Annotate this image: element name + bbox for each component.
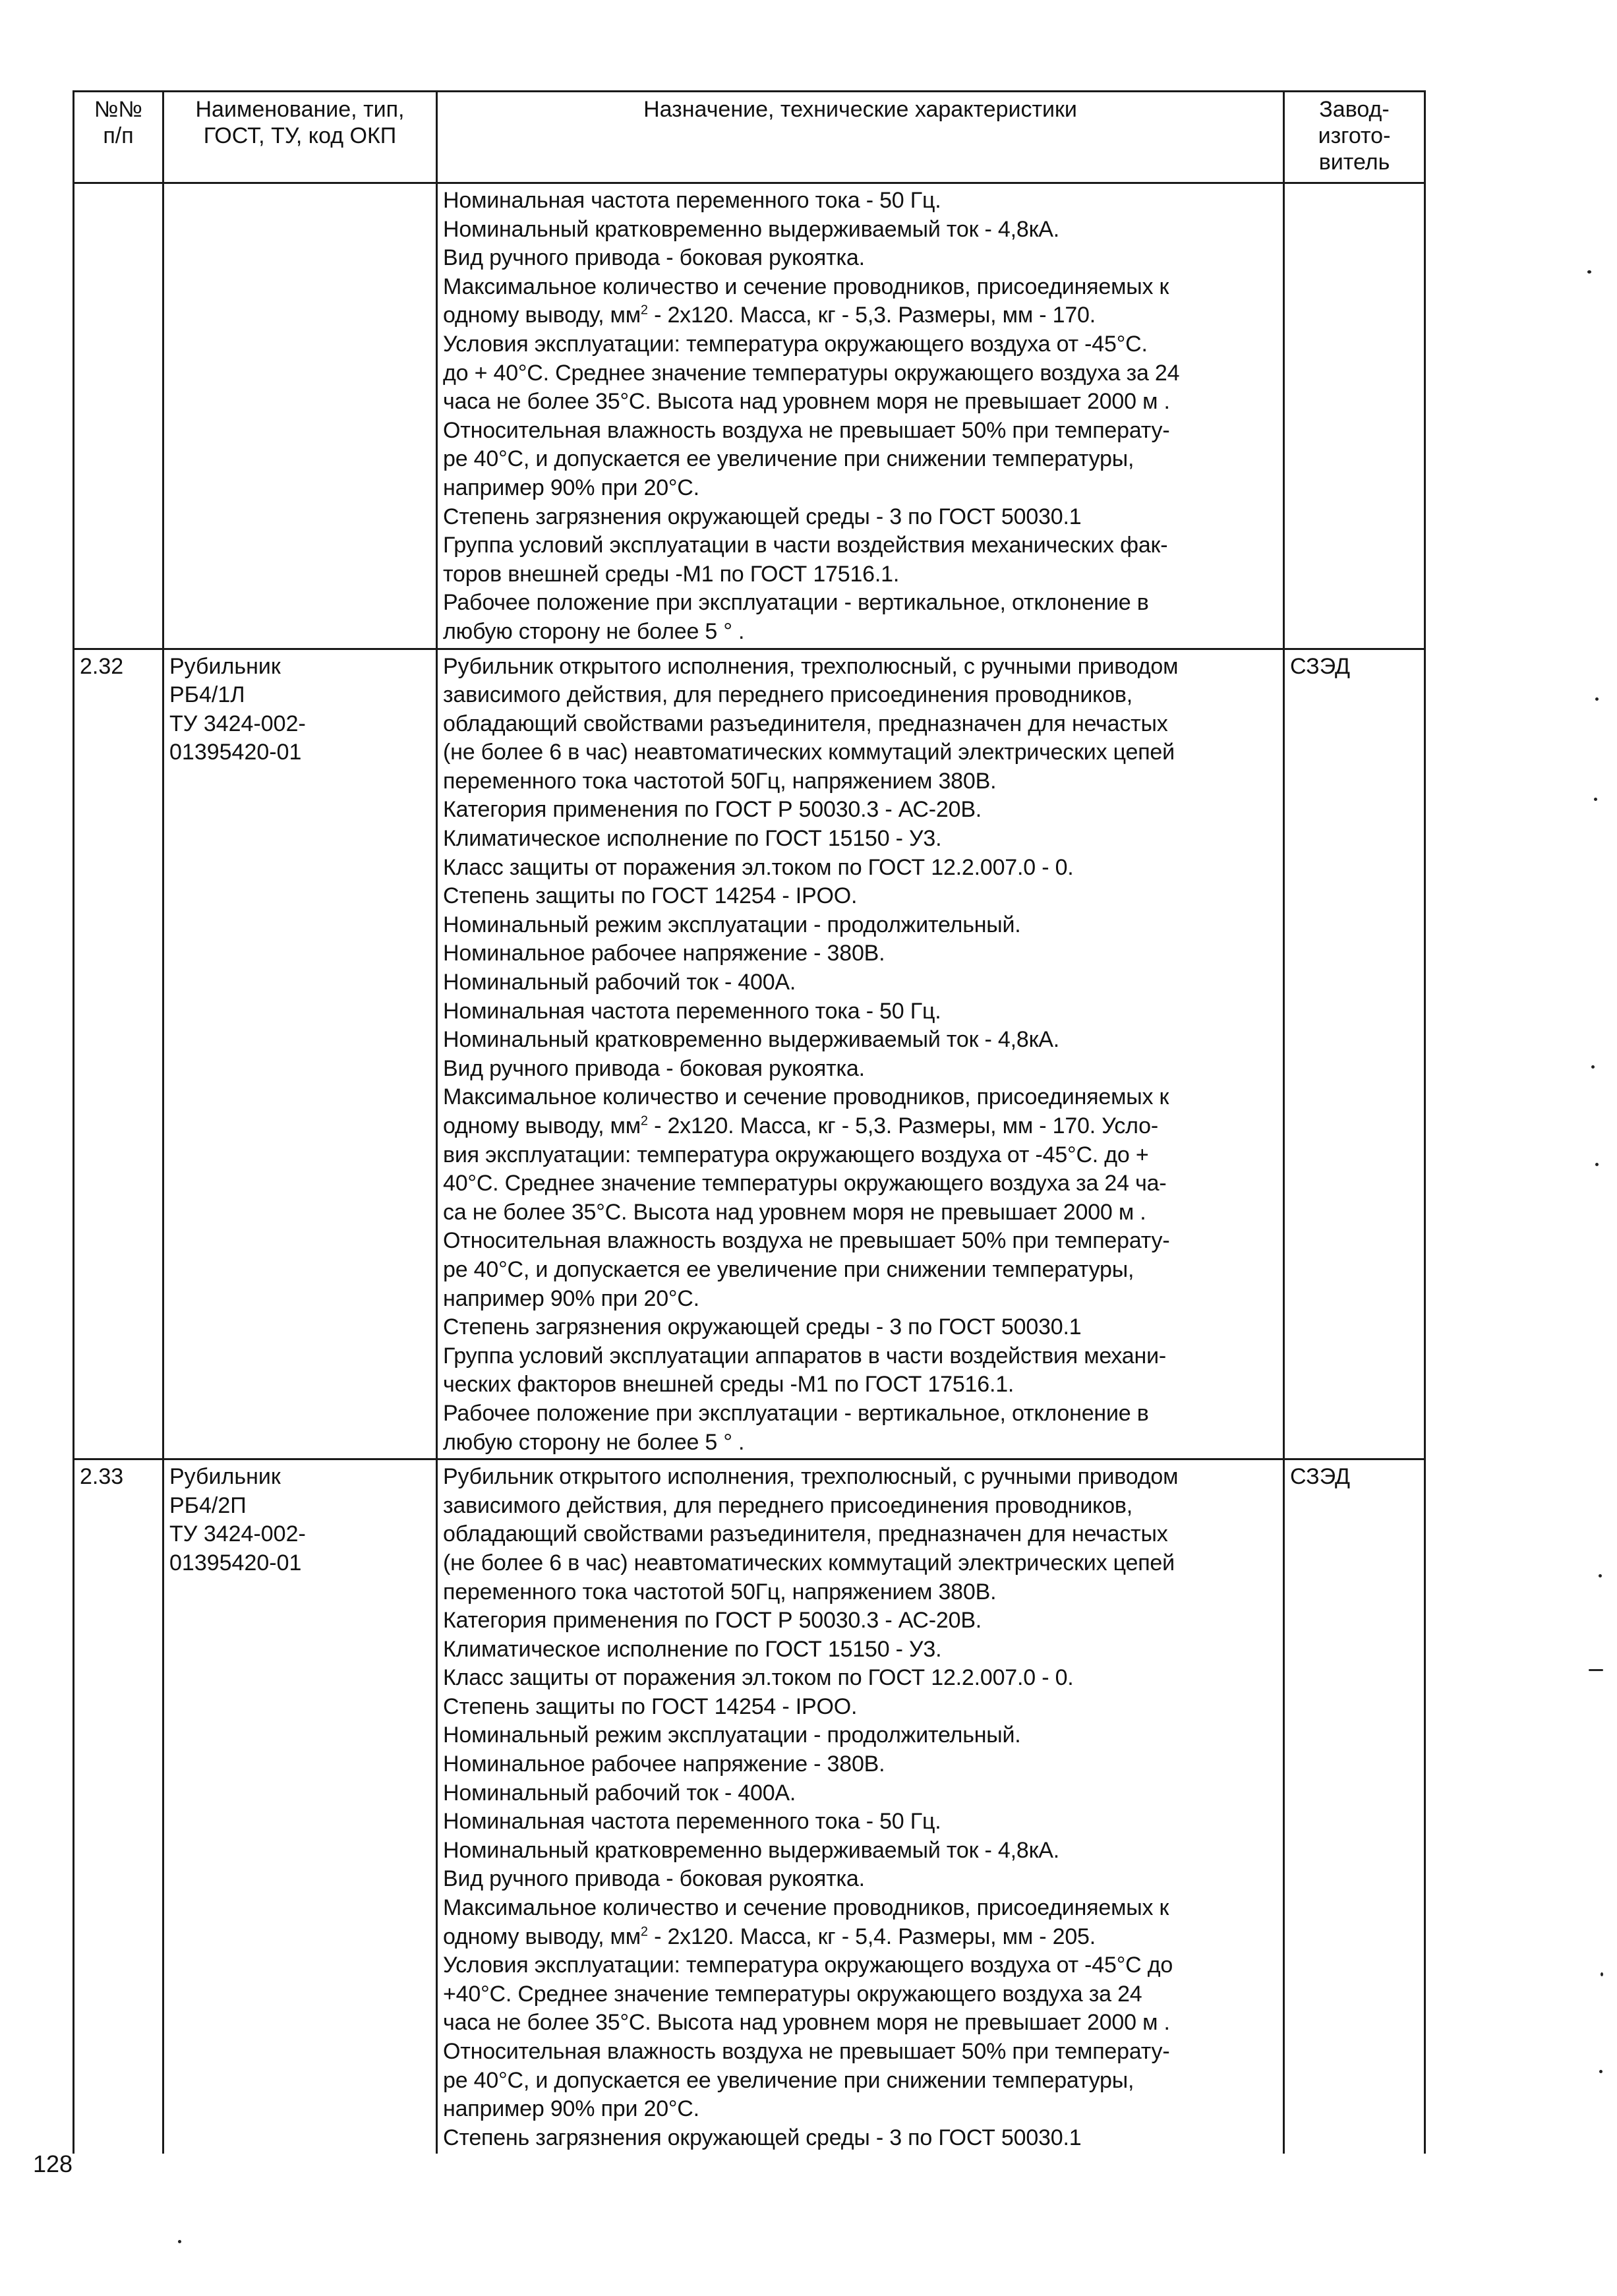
spec-line: Степень защиты по ГОСТ 14254 - IPОО. (443, 883, 858, 909)
spec-line: Номинальный кратковременно выдерживаемый ток - 4,8кА. (443, 216, 1059, 242)
name-line: Рубильник (169, 1464, 281, 1490)
spec-line: Климатическое исполнение по ГОСТ 15150 - У3. (443, 1636, 942, 1662)
spec-line: например 90% при 20°С. (443, 475, 699, 500)
spec-line: Группа условий эксплуатации в части воздействия механических фак- (443, 533, 1168, 558)
row-number (74, 183, 163, 649)
spec-line: Вид ручного привода - боковая рукоятка. (443, 1866, 865, 1892)
scan-speck (1599, 2070, 1602, 2073)
spec-line: +40°С. Среднее значение температуры окружающего воздуха за 24 (443, 1981, 1142, 2007)
scan-speck (178, 2240, 181, 2243)
spec-line: Номинальный режим эксплуатации - продолжительный. (443, 912, 1021, 937)
row-maker: СЗЭД (1284, 649, 1425, 1459)
spec-line: Максимальное количество и сечение проводников, присоединяемых к (443, 1895, 1169, 1921)
row-spec (437, 649, 1284, 1459)
name-line: 01395420-01 (169, 740, 302, 765)
name-line: ТУ 3424-002- (169, 1521, 306, 1547)
spec-line: ческих факторов внешней среды -М1 по ГОСТ 17516.1. (443, 1372, 1014, 1398)
row-maker: СЗЭД (1284, 1459, 1425, 2154)
spec-line: любую сторону не более 5 ° . (443, 618, 745, 644)
spec-line: одному выводу, $мм^2 - 2х120$. Масса, кг - 5,3. Размеры, мм - 170. (443, 303, 1096, 328)
row-name (163, 649, 437, 1459)
row-name (163, 183, 437, 649)
name-line: РБ4/2П (169, 1492, 247, 1518)
spec-line: Номинальная частота переменного тока - 50 Гц. (443, 188, 941, 213)
scan-speck (1591, 1065, 1595, 1069)
spec-line: Рубильник открытого исполнения, трехполюсный, с ручными приводом (443, 1464, 1179, 1490)
name-line: РБ4/1Л (169, 682, 245, 708)
spec-line: Номинальный кратковременно выдерживаемый ток - 4,8кА. (443, 1837, 1059, 1863)
spec-line: Класс защиты от поражения эл.током по ГОСТ 12.2.007.0 - 0. (443, 854, 1074, 880)
spec-line: Степень загрязнения окружающей среды - 3 по ГОСТ 50030.1 (443, 2125, 1082, 2150)
spec-line: Максимальное количество и сечение проводников, присоединяемых к (443, 1084, 1169, 1110)
spec-line: Степень защиты по ГОСТ 14254 - IPОО. (443, 1693, 858, 1719)
spec-line: переменного тока частотой 50Гц, напряжением 380В. (443, 768, 997, 794)
spec-line: Рабочее положение при эксплуатации - вертикальное, отклонение в (443, 1400, 1149, 1426)
spec-line: (не более 6 в час) неавтоматических коммутаций электрических цепей (443, 1550, 1175, 1575)
spec-line: Номинальный режим эксплуатации - продолжительный. (443, 1722, 1021, 1748)
header-spec: Назначение, технические характеристики (437, 92, 1284, 183)
spec-line: са не более 35°С. Высота над уровнем моря не превышает 2000 м . (443, 1199, 1146, 1225)
spec-line: часа не более 35°С. Высота над уровнем моря не превышает 2000 м . (443, 389, 1170, 415)
spec-line: Степень загрязнения окружающей среды - 3 по ГОСТ 50030.1 (443, 504, 1082, 529)
row-maker (1284, 183, 1425, 649)
row-name (163, 1459, 437, 2154)
header-number: №№ п/п (74, 92, 163, 183)
spec-line: вия эксплуатации: температура окружающего воздуха от -45°С. до + (443, 1142, 1149, 1167)
row-spec (437, 183, 1284, 649)
spec-line: ре 40°С, и допускается ее увеличение при снижении температуры, (443, 1256, 1134, 1282)
table-row (74, 1459, 1425, 2154)
spec-line: Номинальный рабочий ток - 400А. (443, 1780, 796, 1806)
spec-line: Относительная влажность воздуха не превышает 50% при температу- (443, 417, 1170, 443)
spec-line: Условия эксплуатации: температура окружающего воздуха от -45°С. (443, 331, 1148, 357)
spec-line: обладающий свойствами разъединителя, предназначен для нечастых (443, 711, 1168, 736)
row-number: 2.32 (74, 649, 163, 1459)
row-spec (437, 1459, 1284, 2154)
header-maker: Завод- изгото- витель (1284, 92, 1425, 183)
spec-line: часа не более 35°С. Высота над уровнем моря не превышает 2000 м . (443, 2010, 1170, 2036)
spec-line: Номинальный кратковременно выдерживаемый ток - 4,8кА. (443, 1027, 1059, 1053)
spec-line: Вид ручного привода - боковая рукоятка. (443, 245, 865, 271)
spec-line: переменного тока частотой 50Гц, напряжением 380В. (443, 1579, 997, 1604)
table-row (74, 649, 1425, 1459)
spec-line: например 90% при 20°С. (443, 2096, 699, 2122)
spec-line: 40°С. Среднее значение температуры окружающего воздуха за 24 ча- (443, 1171, 1167, 1196)
name-line: Рубильник (169, 653, 281, 679)
spec-line: Номинальная частота переменного тока - 50 Гц. (443, 1809, 941, 1835)
scan-speck (1595, 1163, 1599, 1166)
header-name: Наименование, тип, ГОСТ, ТУ, код ОКП (163, 92, 437, 183)
spec-line: до + 40°С. Среднее значение температуры окружающего воздуха за 24 (443, 360, 1180, 386)
spec-line: одному выводу, $мм^2 - 2х120$. Масса, кг - 5,4. Размеры, мм - 205. (443, 1924, 1096, 1949)
page-number: 128 (33, 2150, 73, 2177)
spec-line: ре 40°С, и допускается ее увеличение при снижении температуры, (443, 446, 1134, 472)
spec-line: зависимого действия, для переднего присоединения проводников, (443, 1492, 1133, 1518)
spec-line: Относительная влажность воздуха не превышает 50% при температу- (443, 1228, 1170, 1254)
spec-line: обладающий свойствами разъединителя, предназначен для нечастых (443, 1521, 1168, 1547)
spec-line: Степень загрязнения окружающей среды - 3 по ГОСТ 50030.1 (443, 1314, 1082, 1340)
scan-speck (1595, 697, 1599, 701)
spec-line: Максимальное количество и сечение проводников, присоединяемых к (443, 274, 1169, 299)
spec-line: Категория применения по ГОСТ Р 50030.3 - АС-20В. (443, 797, 982, 823)
table-header-row (74, 92, 1425, 183)
spec-line: любую сторону не более 5 ° . (443, 1429, 745, 1455)
spec-line: Номинальная частота переменного тока - 50 Гц. (443, 998, 941, 1024)
spec-line: Вид ручного привода - боковая рукоятка. (443, 1055, 865, 1081)
spec-line: Номинальное рабочее напряжение - 380В. (443, 941, 885, 966)
scan-speck (1601, 1972, 1603, 1976)
spec-line: Климатическое исполнение по ГОСТ 15150 - У3. (443, 826, 942, 852)
spec-line: зависимого действия, для переднего присоединения проводников, (443, 682, 1133, 708)
spec-line: Рабочее положение при эксплуатации - вертикальное, отклонение в (443, 590, 1149, 616)
spec-line: Номинальный рабочий ток - 400А. (443, 970, 796, 995)
spec-line: Класс защиты от поражения эл.током по ГОСТ 12.2.007.0 - 0. (443, 1665, 1074, 1691)
row-number: 2.33 (74, 1459, 163, 2154)
name-line: 01395420-01 (169, 1550, 302, 1575)
name-line: ТУ 3424-002- (169, 711, 306, 736)
spec-line: одному выводу, $мм^2 - 2х120$. Масса, кг - 5,3. Размеры, мм - 170. Усло- (443, 1113, 1159, 1138)
spec-line: (не более 6 в час) неавтоматических коммутаций электрических цепей (443, 740, 1175, 765)
scan-speck (1594, 798, 1597, 801)
spec-line: например 90% при 20°С. (443, 1285, 699, 1311)
scan-speck (1587, 270, 1591, 274)
spec-line: Рубильник открытого исполнения, трехполюсный, с ручными приводом (443, 653, 1179, 679)
spec-line: Группа условий эксплуатации аппаратов в части воздействия механи- (443, 1343, 1166, 1369)
spec-line: Категория применения по ГОСТ Р 50030.3 - АС-20В. (443, 1608, 982, 1634)
spec-line: ре 40°С, и допускается ее увеличение при снижении температуры, (443, 2067, 1134, 2093)
spec-table (73, 90, 1426, 2154)
spec-line: Относительная влажность воздуха не превышает 50% при температу- (443, 2039, 1170, 2064)
scan-speck (1589, 1669, 1603, 1671)
spec-line: Номинальное рабочее напряжение - 380В. (443, 1751, 885, 1777)
table-row (74, 183, 1425, 649)
spec-line: Условия эксплуатации: температура окружающего воздуха от -45°С до (443, 1953, 1173, 1978)
spec-line: торов внешней среды -М1 по ГОСТ 17516.1. (443, 561, 900, 587)
scan-speck (1599, 1574, 1602, 1577)
